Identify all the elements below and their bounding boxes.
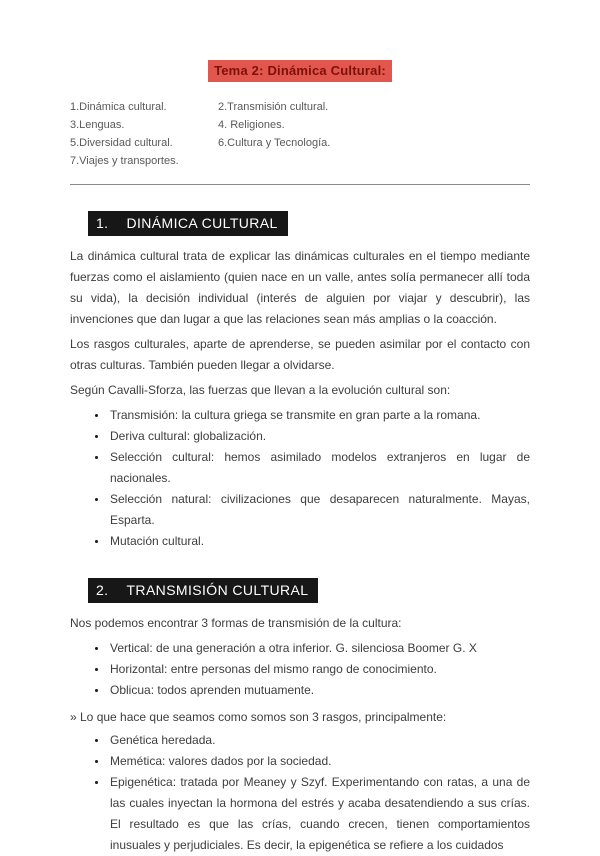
paragraph: La dinámica cultural trata de explicar las dinámicas culturales en el tiempo mediante fuerzas como el aislamiento (quien nace en un valle, antes solía permanecer allí toda su vida), la decisión individual (interés de alguien por viajar y descubrir), las invenciones que dan lugar a que las relaciones sean más amplias o la coacción.: [70, 249, 530, 326]
bullet-item: • Genética heredada.: [108, 730, 530, 751]
section-2-number: 2.: [96, 582, 109, 598]
index-item: 7.Viajes y transportes.: [70, 155, 179, 167]
bullet-list: [70, 730, 530, 856]
bullet-item: • Selección natural: civilizaciones que desaparecen naturalmente. Mayas, Esparta.: [108, 489, 530, 531]
section-2-title: TRANSMISIÓN CULTURAL: [126, 582, 309, 598]
index-item: 1.Dinámica cultural.: [70, 101, 167, 113]
paragraph: Según Cavalli-Sforza, las fuerzas que llevan a la evolución cultural son:: [70, 383, 451, 397]
divider-line: [70, 184, 530, 185]
bullet-item: • Epigenética: tratada por Meaney y Szyf. Experimentando con ratas, a una de las cuales inyectan la hormona del estrés y acaba desatendiendo a sus crías. El resultado es que las crías, cuando crecen, tienen comportamientos inusuales y perjudiciales. Es decir, la epigenética se refiere a los cuidados: [108, 772, 530, 856]
index-item: 6.Cultura y Tecnología.: [218, 137, 331, 149]
paragraph: Nos podemos encontrar 3 formas de transmisión de la cultura:: [70, 616, 402, 630]
bullet-list: [70, 638, 530, 701]
section-1-number: 1.: [96, 215, 109, 231]
index-item: 5.Diversidad cultural.: [70, 137, 173, 149]
bullet-item: • Memética: valores dados por la sociedad.: [108, 751, 530, 772]
bullet-item: • Mutación cultural.: [108, 531, 530, 552]
index-row: [70, 134, 530, 152]
section-2-heading: [88, 578, 318, 603]
section-2: [70, 578, 530, 856]
bullet-item: • Deriva cultural: globalización.: [108, 426, 530, 447]
index-row: [70, 152, 530, 170]
index-item: 4. Religiones.: [218, 119, 285, 131]
bullet-item: • Vertical: de una generación a otra inferior. G. silenciosa Boomer G. X: [108, 638, 530, 659]
section-1-heading: [88, 211, 288, 236]
section-1-title: DINÁMICA CULTURAL: [126, 215, 278, 231]
bullet-item: • Horizontal: entre personas del mismo rango de conocimiento.: [108, 659, 530, 680]
index-item: [218, 152, 530, 170]
bullet-item: • Selección cultural: hemos asimilado modelos extranjeros en lugar de nacionales.: [108, 447, 530, 489]
index-item: 3.Lenguas.: [70, 119, 125, 131]
index-row: [70, 116, 530, 134]
section-1: [70, 211, 530, 552]
bullet-item: • Transmisión: la cultura griega se transmite en gran parte a la romana.: [108, 405, 530, 426]
title-row: [70, 60, 530, 82]
bullet-item: • Oblicua: todos aprenden mutuamente.: [108, 680, 530, 701]
index-list: [70, 98, 530, 170]
note-line: » Lo que hace que seamos como somos son 3 rasgos, principalmente:: [70, 710, 447, 724]
index-item: 2.Transmisión cultural.: [218, 101, 329, 113]
paragraph: Los rasgos culturales, aparte de aprenderse, se pueden asimilar por el contacto con otras culturas. También pueden llegar a olvidarse.: [70, 337, 530, 372]
bullet-list: [70, 405, 530, 552]
index-row: [70, 98, 530, 116]
page-title: Tema 2: Dinámica Cultural:: [208, 60, 392, 82]
